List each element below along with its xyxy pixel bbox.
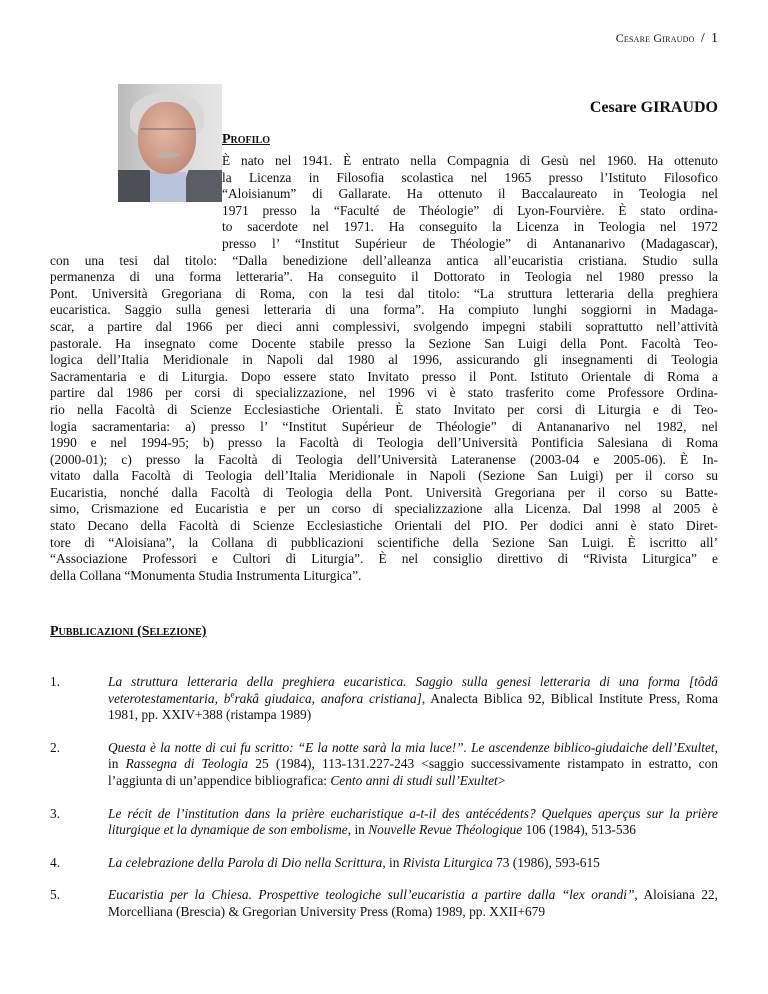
publication-number: 3. (50, 805, 61, 821)
profile-line: eucaristica. Saggio sulla genesi letteraria di una forma”. Ha compiuto lunghi soggiorni in Madaga- (50, 302, 718, 318)
publication-citation (108, 806, 718, 839)
profile-heading: Profilo (222, 132, 270, 147)
publication-citation (108, 855, 718, 872)
citation-title-text: La struttura letteraria della preghiera eucaristica. Saggio sulla genesi letteraria di una forma [tôdâ veterotestamentaria, b (108, 674, 718, 706)
profile-line: tore di “Aloisiana”, la Collana di pubblicazioni scientifiche della Sezione San Luigi. È iscritto all’ (50, 534, 718, 550)
profile-line: simo, Crismazione ed Eucaristia e per un corso di specializzazione alla Licenza. Dal 1998 al 2005 è (50, 501, 718, 517)
profile-line: 1971 presso la “Faculté de Théologie” di Lyon-Fourvière. È stato ordina- (222, 202, 718, 218)
profile-line: scar, a partire dal 1966 per dieci anni complessivi, svolgendo impegni stabili soprattutto nell’attività (50, 318, 718, 334)
citation-text: > (497, 772, 506, 788)
citation-title-text: Rassegna di Teologia (125, 756, 249, 772)
profile-line: vitato dalla Facoltà di Teologia dell’Italia Meridionale in Napoli (Sezione San Luigi) per il corso su (50, 468, 718, 484)
publications-list (50, 674, 718, 937)
citation-title-text: Rivista Liturgica (402, 854, 493, 870)
profile-line: 1990 e nel 1994-95; b) presso la Facoltà di Teologia dell’Università Pontificia Salesiana di Roma (50, 435, 718, 451)
citation-text: , in (347, 822, 369, 838)
publication-item (50, 740, 718, 790)
citation-title-text: Cento anni di studi sull’Exultet (330, 772, 498, 788)
running-header-name: Cesare Giraudo (615, 31, 695, 45)
citation-text: 25 (1984), 113-131.227-243 <saggio successivamente ristampato in estratto, con l’aggiunta di un’appendice bibliografica: (108, 756, 718, 788)
profile-line: rio nella Facoltà di Scienze Ecclesiastiche Orientali. È stato Invitato per corsi di Liturgia e di Teo- (50, 401, 718, 417)
publication-item (50, 887, 718, 920)
profile-line: (2000-01); c) presso la Facoltà di Teologia dell’Università Lateranense (2003-04 e 2005-06). È In- (50, 451, 718, 467)
profile-line: Pont. Università Gregoriana di Roma, con la tesi dal titolo: “La struttura letteraria della preghiera (50, 285, 718, 301)
publication-citation (108, 887, 718, 920)
publication-number: 1. (50, 674, 61, 689)
citation-text: , Analecta Biblica 92, Biblical Institute Press, Roma 1981, pp. XXIV+388 (ristampa 1989) (108, 690, 718, 723)
profile-line: presso l’ “Institut Supérieur de Théologie” di Antananarivo (Madagascar), (222, 235, 718, 251)
citation-text: , in (382, 854, 403, 870)
citation-title-text: La celebrazione della Parola di Dio nella Scrittura (108, 854, 383, 870)
profile-line: “Aloisianum” di Gallarate. Ha ottenuto il Baccalaureato in Teologia nel (222, 186, 718, 202)
running-header-separator: / (700, 31, 705, 46)
profile-line: partire dal 1986 per corsi di specializzazione, nel 1996 vi è stato trasferito come Professore Ordina- (50, 385, 718, 401)
publication-item (50, 806, 718, 839)
profile-line: permanenza di una forma letteraria”. Ha conseguito il Dottorato in Teologia nel 1980 presso la (50, 269, 718, 285)
citation-text: e (230, 689, 235, 700)
profile-line: stato Decano della Facoltà di Scienze Ecclesiastiche Orientali del PIO. Per dodici anni è stato Diret- (50, 518, 718, 534)
profile-line: della Collana “Monumenta Studia Instrumenta Liturgica”. (50, 567, 362, 583)
profile-line: Eucaristia, nonché dalla Facoltà di Teologia della Pont. Università Gregoriana per il corso su Batte- (50, 484, 718, 500)
citation-text: , Aloisiana 22, Morcelliana (Brescia) & Gregorian University Press (Roma) 1989, pp. XXII+679 (108, 887, 718, 919)
running-header (616, 30, 718, 47)
profile-line: con una tesi dal titolo: “Dalla benedizione dell’alleanza antica all’eucaristia cristiana. Studio sulla (50, 252, 718, 268)
profile-line: logia sacramentaria: a) presso l’ “Institut Supérieur de Théologie” di Antananarivo nel 1982, nel (50, 418, 718, 434)
page-number: 1 (711, 31, 718, 46)
profile-line: È nato nel 1941. È entrato nella Compagnia di Gesù nel 1960. Ha ottenuto (222, 153, 718, 168)
publication-number: 2. (50, 739, 61, 755)
citation-text: 73 (1986), 593-615 (492, 854, 600, 870)
profile-line: logica dell’Italia Meridionale in Napoli dal 1980 al 1996, assicurando gli insegnamenti di Teologia (50, 352, 718, 368)
profile-line: pastorale. Ha insegnato come Docente stabile presso la Sezione San Luigi della Pont. Facoltà Teo- (50, 335, 718, 351)
profile-line: la Licenza in Filosofia scolastica nel 1965 presso l’Istituto Filosofico (222, 169, 718, 185)
citation-title-text: Nouvelle Revue Théologique (368, 822, 523, 838)
profile-line: “Associazione Professori e Cultori di Liturgia”. È nel consiglio direttivo di “Rivista Liturgica” e (50, 551, 718, 567)
profile-line: Sacramentaria e di Liturgia. Dopo essere stato Invitato presso il Pont. Istituto Orientale di Roma a (50, 368, 718, 384)
publication-citation (108, 740, 718, 790)
citation-title-text: Questa è la notte di cui fu scritto: “E la notte sarà la mia luce!”. Le ascendenze biblico-giudaiche dell’Exultet (108, 739, 715, 755)
publication-citation (108, 674, 718, 724)
citation-title-text: Le récit de l’institution dans la prière eucharistique a-t-il des antécédents? Quelques aperçus sur la prière liturgique et la dynamique de son embolisme (108, 805, 718, 838)
citation-text: , in (108, 739, 718, 772)
publication-number: 5. (50, 887, 61, 903)
citation-text: 106 (1984), 513-536 (522, 822, 636, 838)
citation-title-text: Eucaristia per la Chiesa. Prospettive teologiche sull’eucaristia a partire dalla “lex orandi” (108, 887, 635, 903)
citation-title-text: rakâ giudaica, anafora cristiana] (234, 690, 422, 706)
publication-item (50, 855, 718, 872)
profile-paragraph (50, 153, 718, 584)
profile-line: to sacerdote nel 1971. Ha conseguito la Licenza in Teologia nel 1972 (222, 219, 718, 235)
publication-item (50, 674, 718, 724)
publication-number: 4. (50, 854, 61, 870)
page-title: Cesare GIRAUDO (589, 99, 718, 116)
publications-heading: Pubblicazioni (Selezione) (50, 624, 207, 639)
